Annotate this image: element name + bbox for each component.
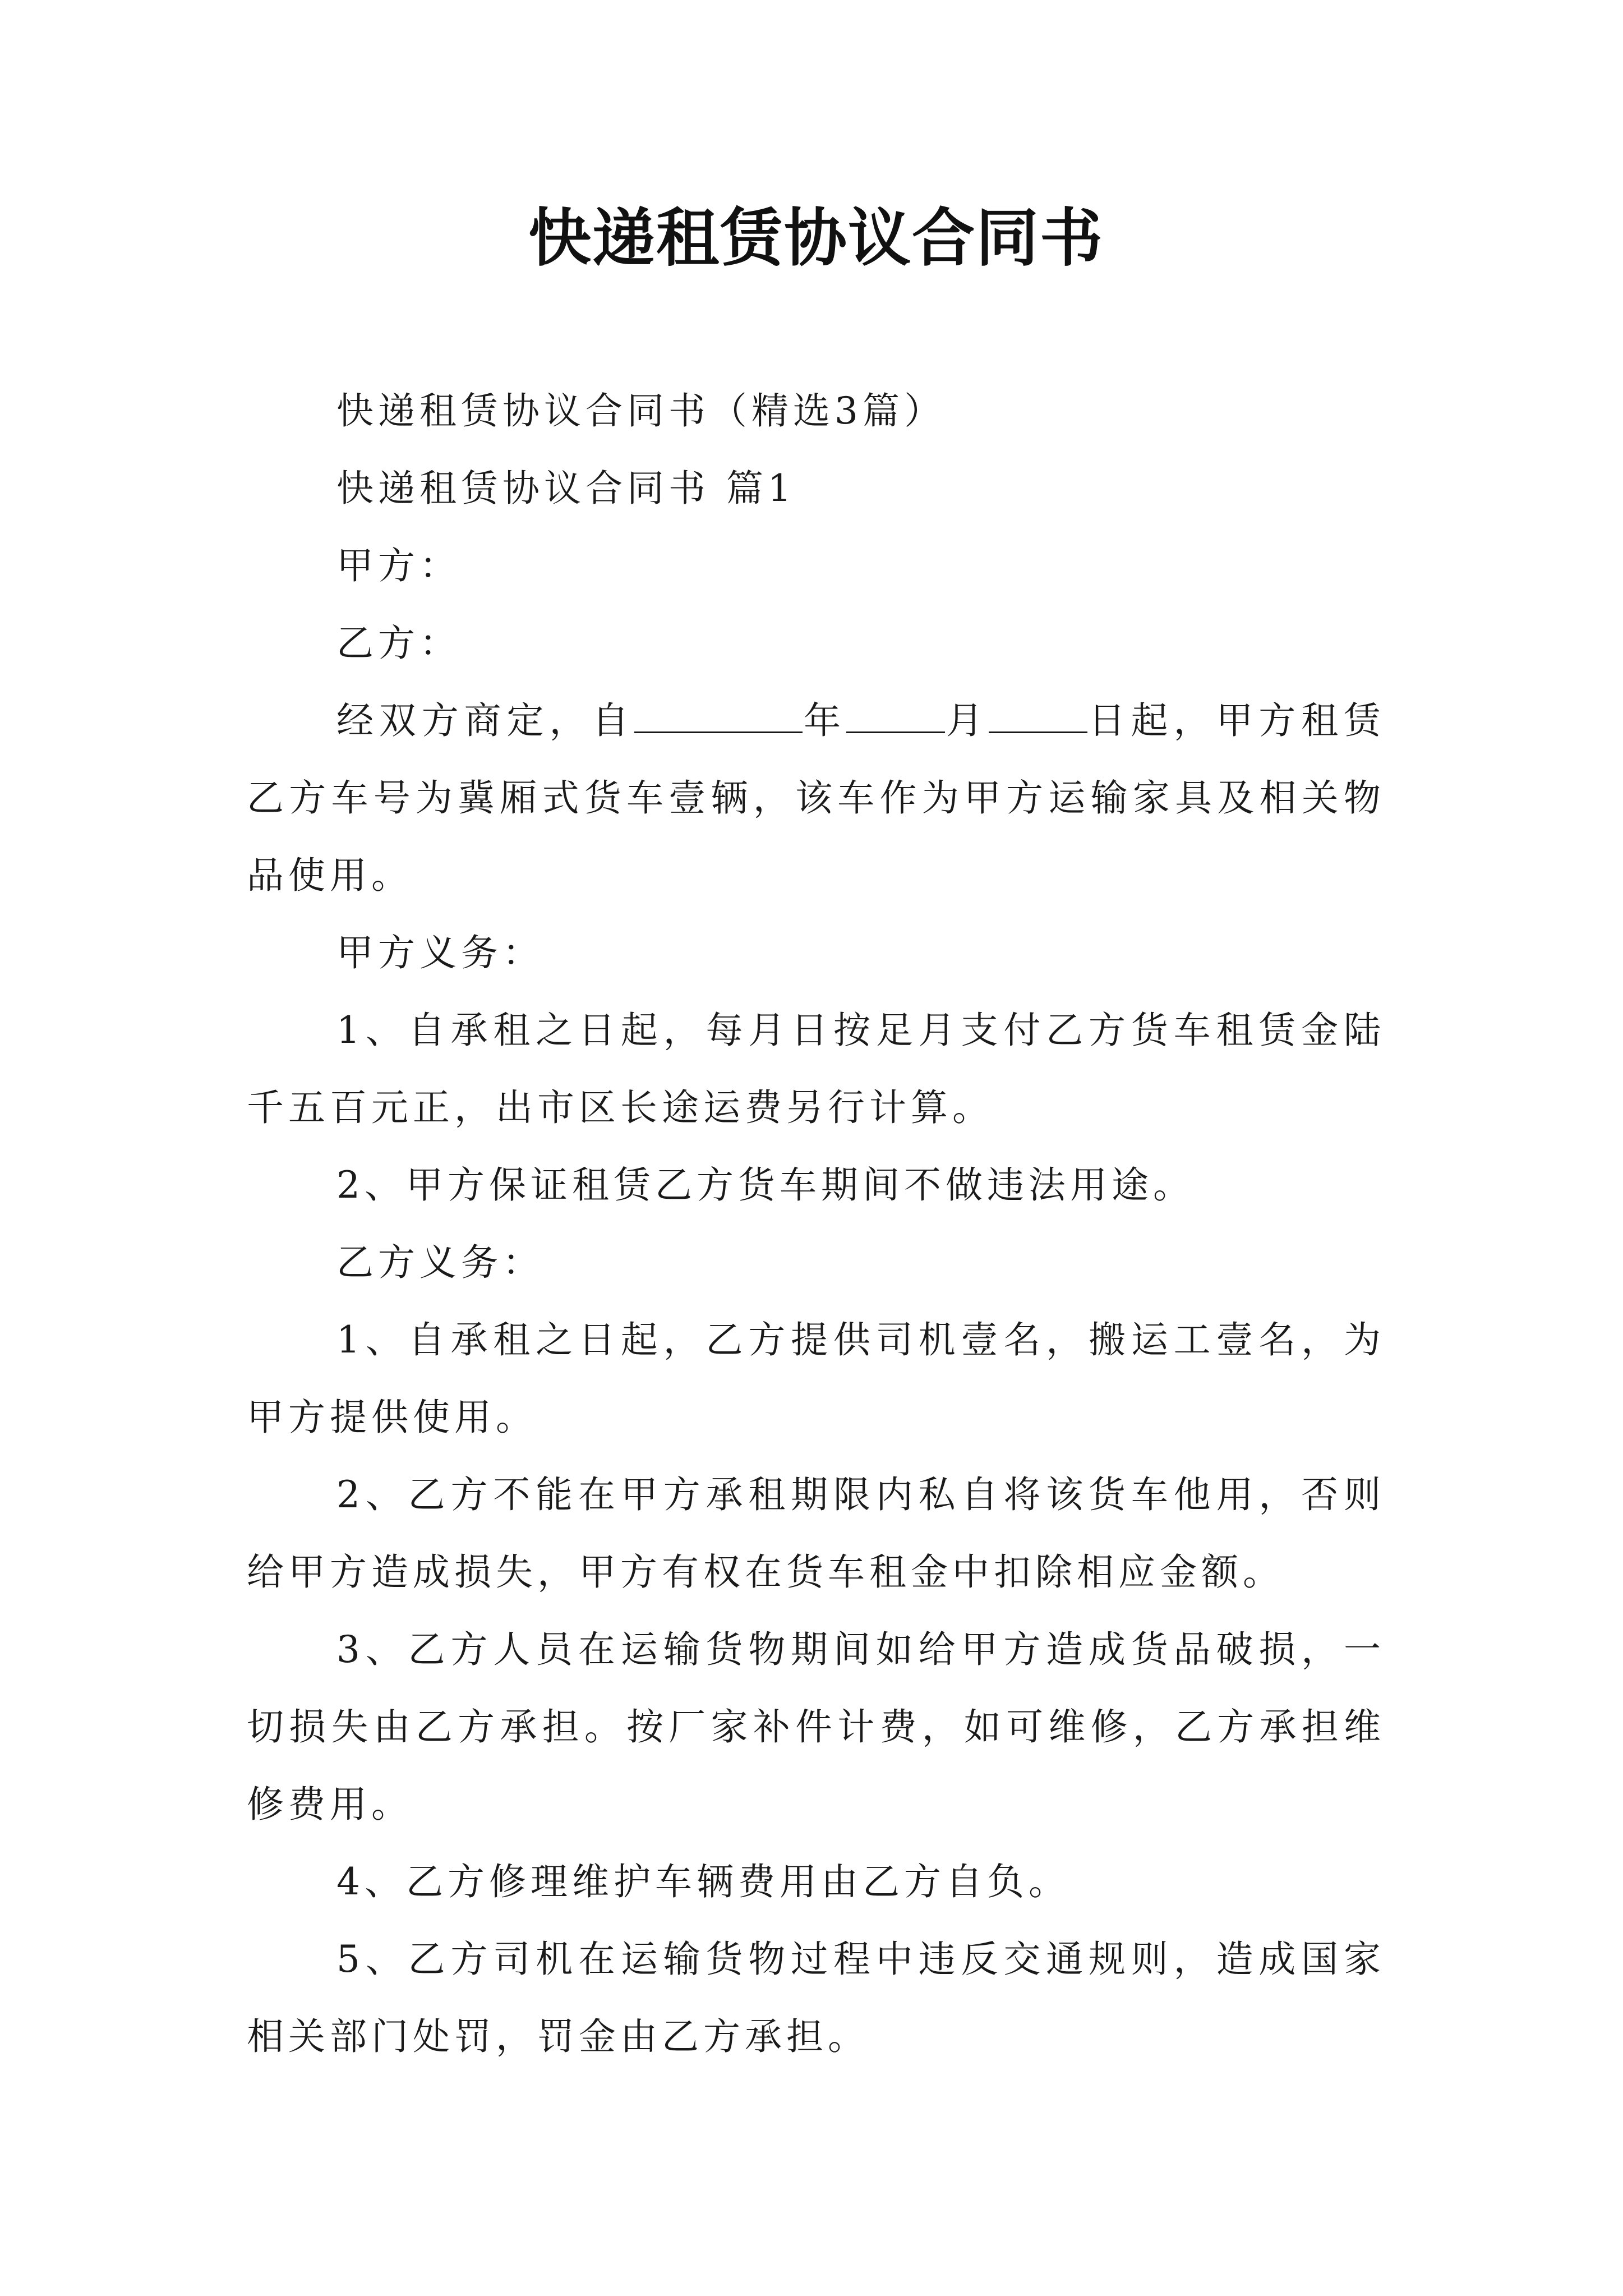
intro-text-start: 经双方商定，自	[336, 699, 635, 742]
intro-year-label: 年	[803, 699, 847, 742]
intro-month-label: 月	[945, 699, 989, 742]
party-b-duty-2: 2、乙方不能在甲方承租期限内私自将该货车他用，否则给甲方造成损失，甲方有权在货车租金中扣除相应金额。	[247, 1473, 1385, 1594]
party-b-duty-1: 1、自承租之日起，乙方提供司机壹名，搬运工壹名，为甲方提供使用。	[247, 1318, 1385, 1439]
party-b-duty-5: 5、乙方司机在运输货物过程中违反交通规则，造成国家相关部门处罚，罚金由乙方承担。	[247, 1938, 1385, 2058]
document-title: 快递租赁协议合同书	[528, 201, 1104, 275]
party-b-label: 乙方：	[336, 622, 461, 665]
section-heading: 快递租赁协议合同书 篇1	[336, 467, 796, 510]
day-blank	[989, 699, 1087, 733]
party-a-label: 甲方：	[336, 544, 461, 587]
party-b-duty-4: 4、乙方修理维护车辆费用由乙方自负。	[336, 1860, 1070, 1903]
document-subtitle: 快递租赁协议合同书（精选3篇）	[336, 389, 946, 432]
party-a-duty-1: 1、自承租之日起，每月日按足月支付乙方货车租赁金陆千五百元正，出市区长途运费另行计算。	[247, 1009, 1385, 1129]
year-blank	[634, 699, 803, 733]
intro-text-end: 日起，甲方租赁乙方车号为冀厢式货车壹辆，该车作为甲方运输家具及相关物品使用。	[247, 699, 1386, 897]
intro-paragraph	[247, 682, 1385, 914]
document-body	[247, 372, 1385, 2076]
party-b-duty-3: 3、乙方人员在运输货物期间如给甲方造成货品破损，一切损失由乙方承担。按厂家补件计费，如可维修，乙方承担维修费用。	[247, 1628, 1385, 1826]
month-blank	[846, 699, 945, 733]
party-b-duties-heading: 乙方义务：	[336, 1241, 544, 1284]
party-a-duty-2: 2、甲方保证租赁乙方货车期间不做违法用途。	[336, 1163, 1195, 1207]
party-a-duties-heading: 甲方义务：	[336, 931, 544, 974]
